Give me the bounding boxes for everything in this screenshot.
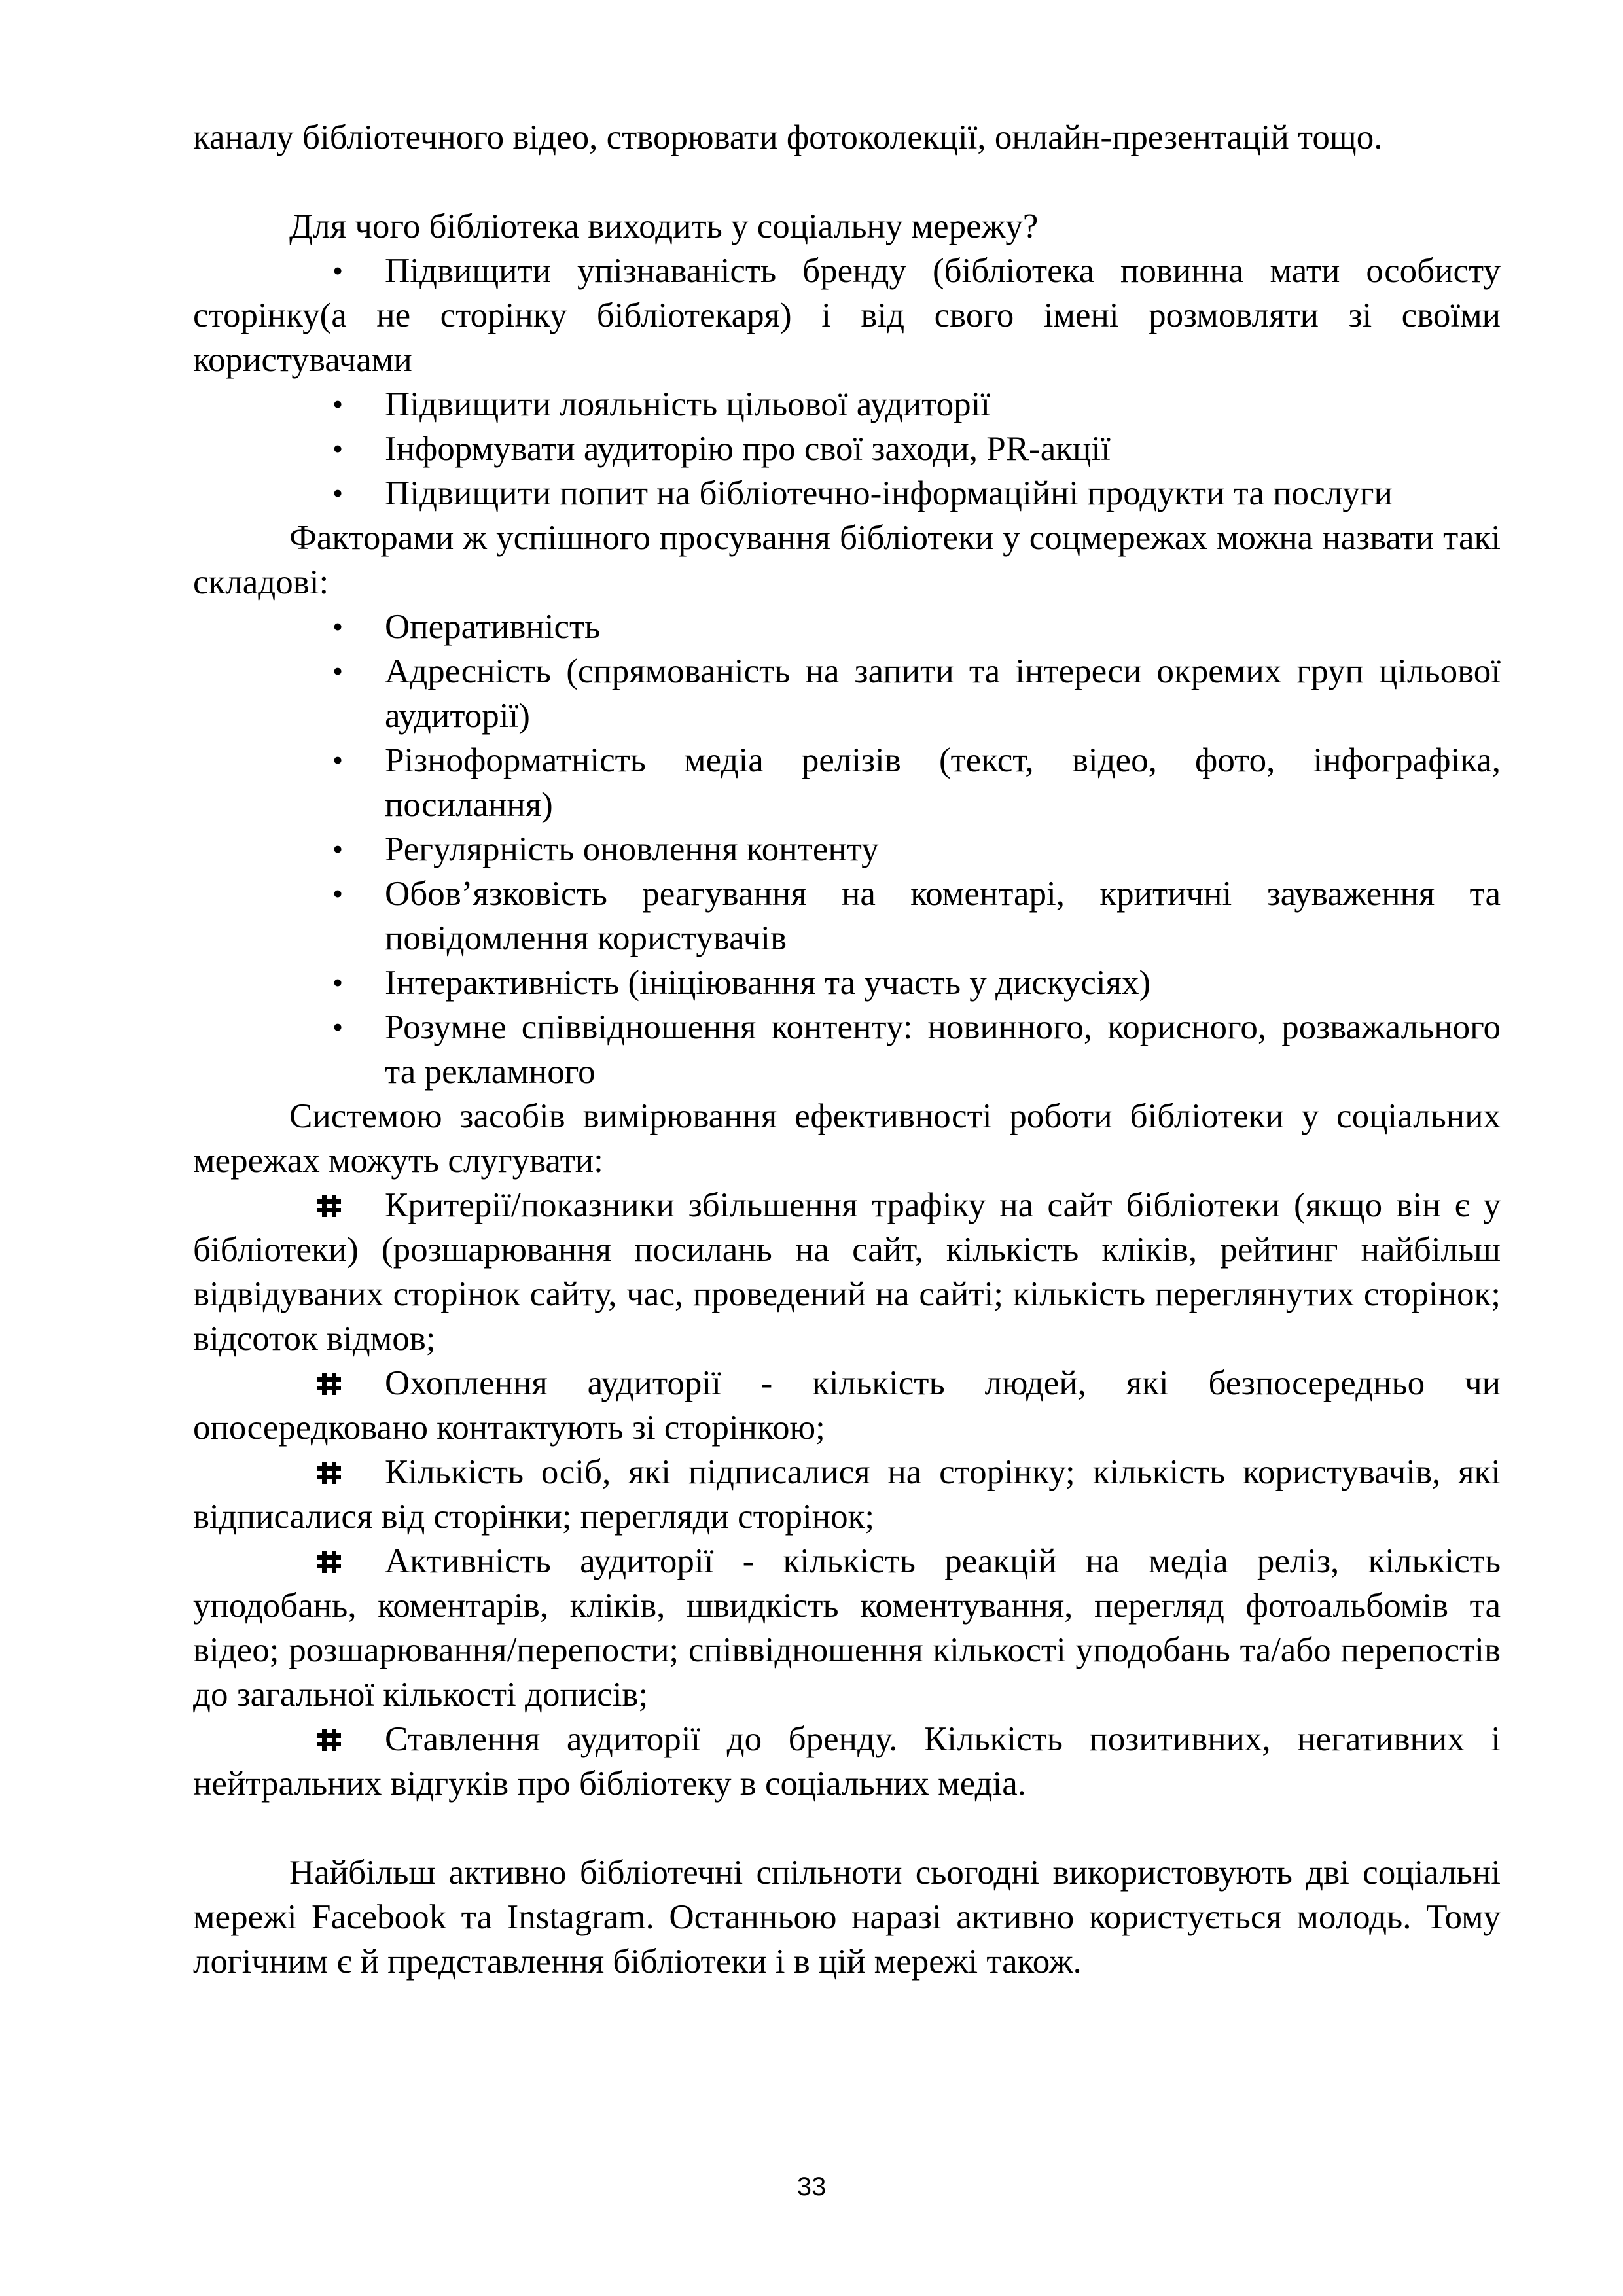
bullet-icon: • — [332, 610, 344, 643]
goals-list — [193, 382, 1501, 516]
metric-item — [193, 1450, 1501, 1539]
square-bullet-icon — [316, 1371, 342, 1396]
page-body — [193, 115, 1501, 1984]
factor-item — [193, 872, 1501, 961]
factor-item — [193, 738, 1501, 827]
factor-text: Обов’язковість реагування на коментарі, критичні зауваження та повідомлення користувачів — [385, 875, 1501, 957]
metric-text: Кількість осіб, які підписалися на сторінку; кількість користувачів, які відписалися від сторінки; перегляди сторінок; — [193, 1453, 1501, 1536]
goal-item — [193, 427, 1501, 471]
metrics-intro: Системою засобів вимірювання ефективності роботи бібліотеки у соціальних мережах можуть слугувати: — [193, 1097, 1501, 1180]
square-bullet-icon — [316, 1549, 342, 1574]
goal-text: Підвищити попит на бібліотечно-інформаційні продукти та послуги — [385, 474, 1393, 512]
goal-item — [193, 382, 1501, 427]
bullet-icon: • — [332, 743, 344, 777]
factor-text: Різноформатність медіа релізів (текст, відео, фото, інфографіка, посилання) — [385, 741, 1501, 824]
page-number: 33 — [796, 2172, 827, 2201]
metric-text: Охоплення аудиторії - кількість людей, які безпосередньо чи опосередковано контактують зі сторінкою; — [193, 1364, 1501, 1447]
factor-text: Адресність (спрямованість на запити та інтереси окремих груп цільової аудиторії) — [385, 652, 1501, 735]
factor-item — [193, 827, 1501, 872]
square-bullet-icon — [316, 1460, 342, 1485]
bullet-icon: • — [332, 832, 344, 866]
factor-item — [193, 1005, 1501, 1094]
bullet-icon: • — [332, 1010, 344, 1044]
metric-item — [193, 1539, 1501, 1717]
question-heading: Для чого бібліотека виходить у соціальну мережу? — [289, 207, 1039, 245]
metric-item — [193, 1361, 1501, 1450]
bullet-icon: • — [332, 387, 344, 421]
factors-list — [193, 605, 1501, 1094]
factor-text: Інтерактивність (ініціювання та участь у дискусіях) — [385, 964, 1151, 1002]
metric-text: Активність аудиторії - кількість реакцій на медіа реліз, кількість уподобань, коментарів, кліків, швидкість коментування, перегляд фотоальбомів та відео; розшарювання/перепости; співвідношення кількості уподобань та/або перепостів до загальної кількості дописів; — [193, 1542, 1501, 1714]
metric-item — [193, 1183, 1501, 1361]
factor-item — [193, 649, 1501, 738]
factor-item — [193, 605, 1501, 649]
bullet-icon: • — [332, 877, 344, 910]
square-bullet-icon — [316, 1727, 342, 1752]
goal-item — [193, 249, 1501, 382]
bullet-icon: • — [332, 966, 344, 999]
goal-item — [193, 471, 1501, 516]
intro-paragraph: каналу бібліотечного відео, створювати фотоколекції, онлайн-презентацій тощо. — [193, 118, 1383, 156]
goal-text: Підвищити упізнаваність бренду (бібліотека повинна мати особисту сторінку(а не сторінку бібліотекаря) і від свого імені розмовляти зі своїми користувачами — [193, 252, 1501, 379]
goal-text: Підвищити лояльність цільової аудиторії — [385, 385, 991, 423]
bullet-icon: • — [332, 654, 344, 688]
factor-text: Розумне співвідношення контенту: новинного, корисного, розважального та рекламного — [385, 1008, 1501, 1091]
factor-item — [193, 961, 1501, 1005]
metric-text: Ставлення аудиторії до бренду. Кількість позитивних, негативних і нейтральних відгуків про бібліотеку в соціальних медіа. — [193, 1720, 1501, 1803]
goal-text: Інформувати аудиторію про свої заходи, PR-акції — [385, 430, 1111, 468]
bullet-icon: • — [332, 254, 344, 287]
metric-text: Критерії/показники збільшення трафіку на сайт бібліотеки (якщо він є у бібліотеки) (розшарювання посилань на сайт, кількість кліків, рейтинг найбільш відвідуваних сторінок сайту, час, проведений на сайті; кількість переглянутих сторінок; відсоток відмов; — [193, 1186, 1501, 1358]
factors-intro: Факторами ж успішного просування бібліотеки у соцмережах можна назвати такі складові: — [193, 519, 1501, 601]
closing-paragraph: Найбільш активно бібліотечні спільноти сьогодні використовують дві соціальні мережі Facebook та Instagram. Останньою наразі активно користується молодь. Тому логічним є й представлення бібліотеки і в цій мережі також. — [193, 1854, 1501, 1981]
bullet-icon: • — [332, 476, 344, 510]
square-bullet-icon — [316, 1193, 342, 1218]
factor-text: Регулярність оновлення контенту — [385, 830, 879, 868]
bullet-icon: • — [332, 432, 344, 465]
metric-item — [193, 1717, 1501, 1806]
factor-text: Оперативність — [385, 608, 601, 646]
